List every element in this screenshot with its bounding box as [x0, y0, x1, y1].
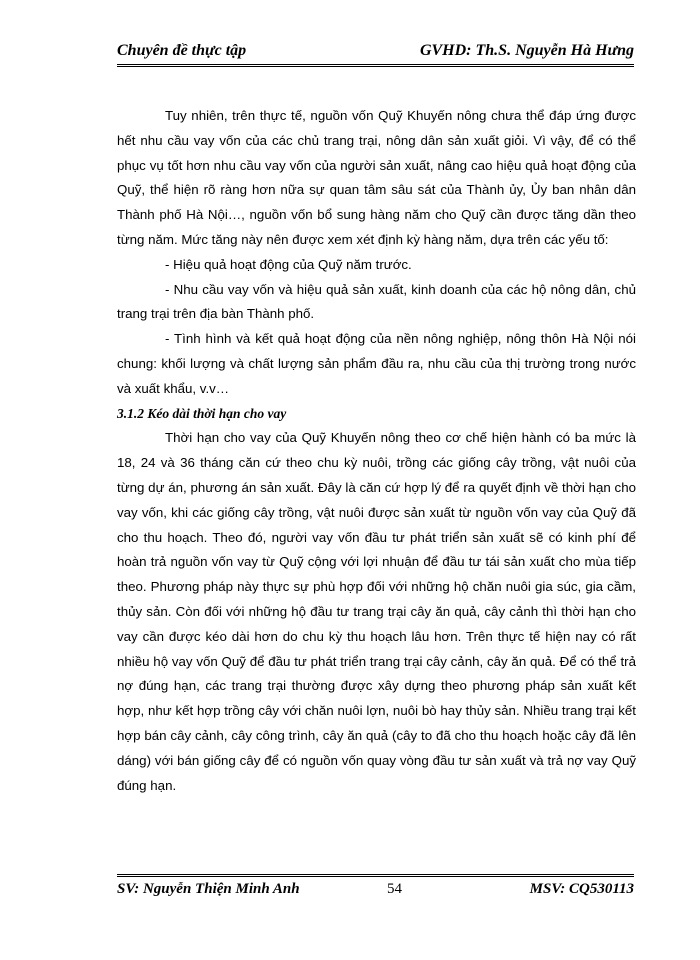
document-body [117, 104, 636, 798]
bullet-item: - Nhu cầu vay vốn và hiệu quả sản xuất, kinh doanh của các hộ nông dân, chủ trang trại trên địa bàn Thành phố. [117, 281, 636, 322]
footer-student: SV: Nguyễn Thiện Minh Anh [117, 881, 300, 897]
page-number: 54 [387, 881, 402, 897]
bullet-item: - Hiệu quả hoạt động của Quỹ năm trước. [165, 256, 412, 272]
header-advisor: GVHD: Th.S. Nguyễn Hà Hưng [419, 42, 634, 59]
paragraph-loan-term: Thời hạn cho vay của Quỹ Khuyến nông theo cơ chế hiện hành có ba mức là 18, 24 và 36 tháng căn cứ theo chu kỳ nuôi, trồng các giống cây trồng, vật nuôi của từng dự án, phương án sản xuất. Đây là căn cứ hợp lý để ra quyết định về thời hạn cho vay vốn, khi các giống cây trồng, vật nuôi được sản xuất từ nguồn vốn vay của Quỹ đã cho thu hoạch. Theo đó, người vay vốn đầu tư phát triển sản xuất sẽ có kinh phí để hoàn trả nguồn vốn vay từ Quỹ cộng với lợi nhuận để đầu tư tái sản xuất cho mùa tiếp theo. Phương pháp này thực sự phù hợp đối với những hộ chăn nuôi gia súc, gia cầm, thủy sản. Còn đối với những hộ đầu tư trang trại cây ăn quả, cây cảnh thì thời hạn cho vay cần được kéo dài hơn do chu kỳ thu hoạch lâu hơn. Trên thực tế hiện nay có rất nhiều hộ vay vốn Quỹ để đầu tư phát triển trang trại cây cảnh, cây ăn quả. Để có thể trả nợ đúng hạn, các trang trại thường được xây dựng theo phương pháp sản xuất kết hợp, như kết hợp trồng cây với chăn nuôi lợn, nuôi bò hay thủy sản. Nhiều trang trại kết hợp bán cây cảnh, cây công trình, cây ăn quả (cây to đã cho thu hoạch hoặc cây đã lên dáng) với bán giống cây để có nguồn vốn quay vòng đầu tư sản xuất và trả nợ vay Quỹ đúng hạn. [117, 430, 636, 793]
footer-divider [117, 874, 634, 877]
header-divider [117, 64, 634, 67]
footer-student-id: MSV: CQ530113 [529, 881, 634, 897]
bullet-item: - Tình hình và kết quả hoạt động của nền nông nghiệp, nông thôn Hà Nội nói chung: khối lượng và chất lượng sản phẩm đầu ra, nhu cầu của thị trường trong nước và xuất khẩu, v.v… [117, 331, 636, 396]
paragraph-intro: Tuy nhiên, trên thực tế, nguồn vốn Quỹ Khuyến nông chưa thể đáp ứng được hết nhu cầu vay vốn của các chủ trang trại, nông dân sản xuất giỏi. Vì vậy, để có thể phục vụ tốt hơn nhu cầu vay vốn của người sản xuất, nâng cao hiệu quả hoạt động của Quỹ, thể hiện rõ ràng hơn nữa sự quan tâm sâu sát của Thành ủy, Ủy ban nhân dân Thành phố Hà Nội…, nguồn vốn bổ sung hàng năm cho Quỹ cần được tăng dần theo từng năm. Mức tăng này nên được xem xét định kỳ hàng năm, dựa trên các yếu tố: [117, 108, 636, 247]
page-footer [117, 881, 634, 905]
section-heading: 3.1.2 Kéo dài thời hạn cho vay [117, 405, 287, 421]
header-title: Chuyên đề thực tập [117, 42, 247, 59]
